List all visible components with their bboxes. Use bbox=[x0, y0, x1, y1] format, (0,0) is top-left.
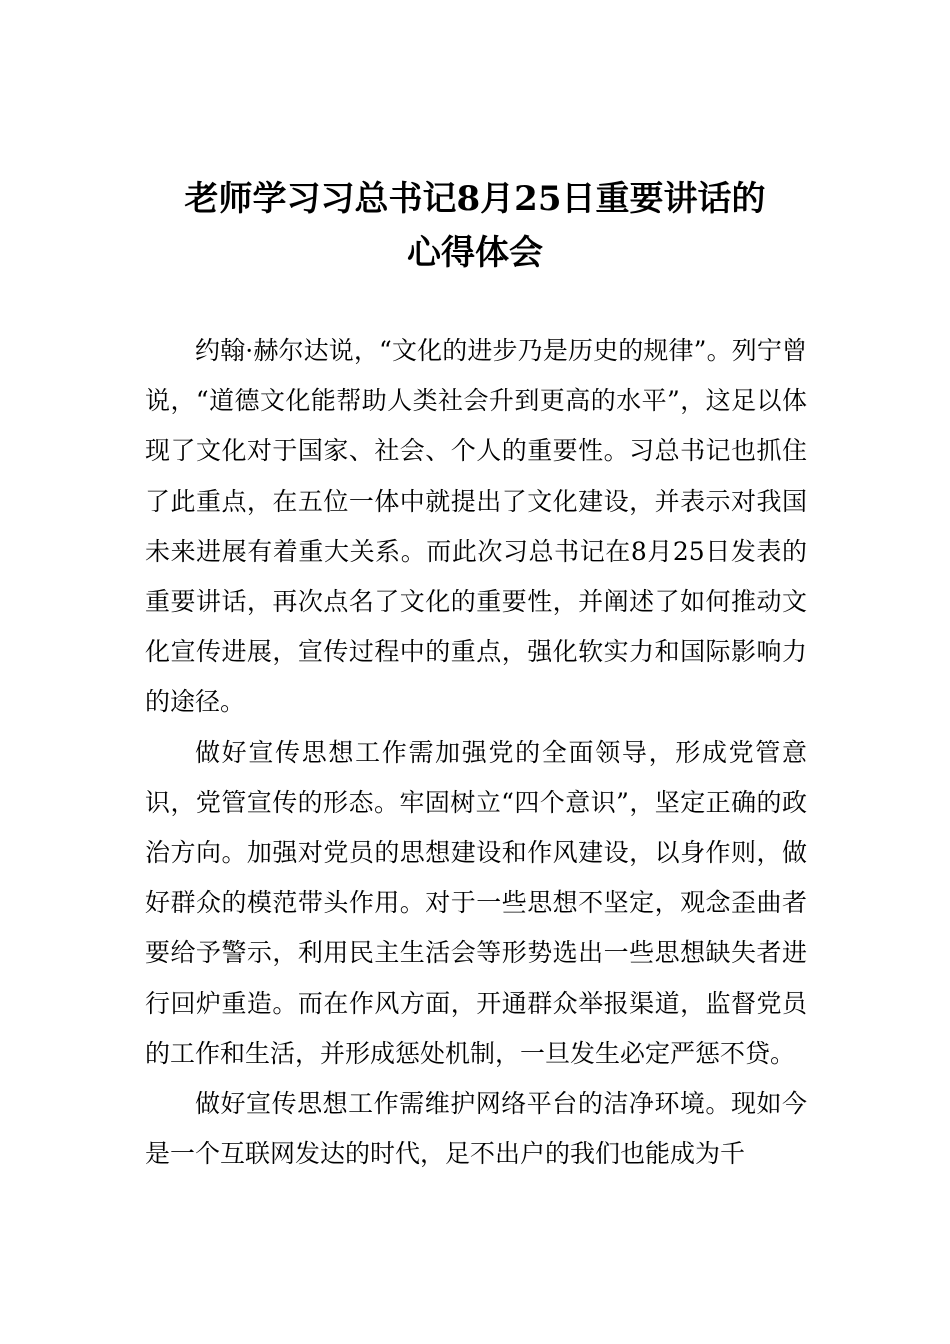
title-line-2: 心得体会 bbox=[407, 233, 543, 273]
document-body bbox=[145, 326, 807, 1179]
paragraph-3: 做好宣传思想工作需维护网络平台的洁净环境。现如今是一个互联网发达的时代，足不出户的我们也能成为千 bbox=[145, 1089, 807, 1169]
title-line-1: 老师学习习总书记8月25日重要讲话的 bbox=[184, 179, 766, 219]
document-title bbox=[100, 172, 850, 280]
paragraph-2: 做好宣传思想工作需加强党的全面领导，形成党管意识，党管宣传的形态。牢固树立“四个意识”，坚定正确的政治方向。加强对党员的思想建设和作风建设，以身作则，做好群众的模范带头作用。对于一些思想不坚定，观念歪曲者要给予警示，利用民主生活会等形势选出一些思想缺失者进行回炉重造。而在作风方面，开通群众举报渠道，监督党员的工作和生活，并形成惩处机制，一旦发生必定严惩不贷。 bbox=[145, 737, 807, 1068]
paragraph-1: 约翰·赫尔达说，“文化的进步乃是历史的规律”。列宁曾说，“道德文化能帮助人类社会升到更高的水平”，这足以体现了文化对于国家、社会、个人的重要性。习总书记也抓住了此重点，在五位一体中就提出了文化建设，并表示对我国未来进展有着重大关系。而此次习总书记在8月25日发表的重要讲话，再次点名了文化的重要性，并阐述了如何推动文化宣传进展，宣传过程中的重点，强化软实力和国际影响力的途径。 bbox=[145, 336, 807, 717]
